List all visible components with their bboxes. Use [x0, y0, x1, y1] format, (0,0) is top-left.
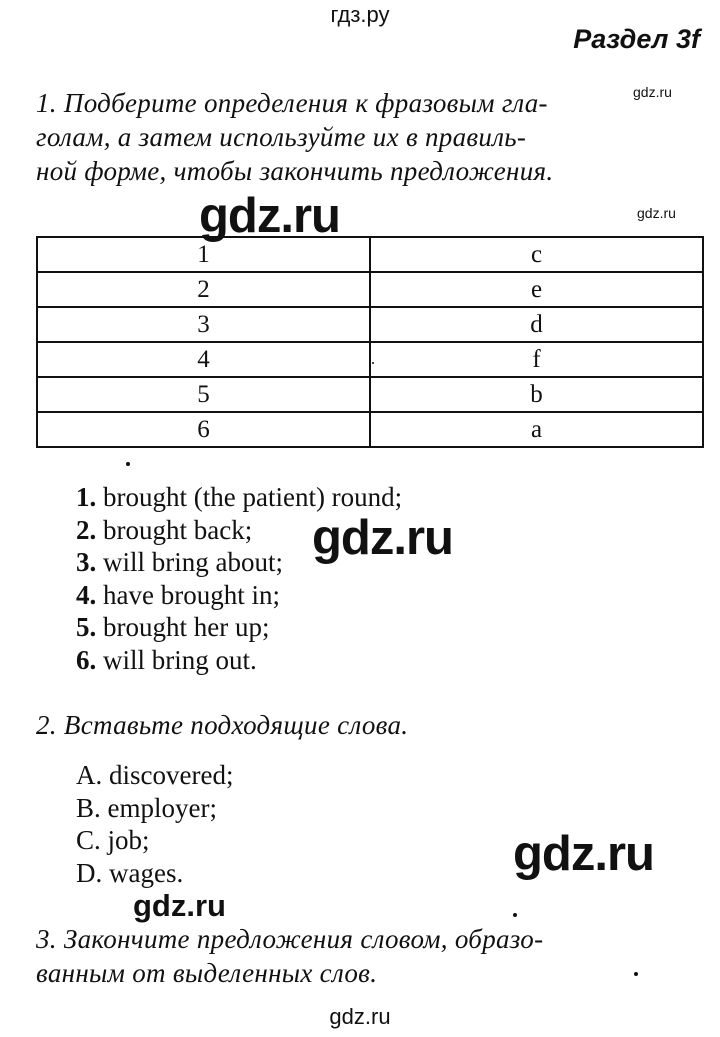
table-cell-letter: f [370, 342, 703, 377]
task-2-answers [76, 759, 233, 889]
watermark: gdz.ru [633, 84, 672, 100]
list-item: C. job; [76, 825, 150, 855]
scan-speck [634, 972, 638, 976]
table-cell-letter: d [370, 307, 703, 342]
list-item: 5. brought her up; [76, 612, 270, 642]
task-3-line: ванным от выделенных слов. [36, 958, 378, 988]
table-row [37, 342, 703, 377]
watermark: gdz.ru [637, 205, 676, 221]
table-cell-letter: e [370, 272, 703, 307]
watermark: gdz.ru [329, 1004, 391, 1029]
site-header: гдз.ру [330, 2, 390, 27]
list-item: 2. brought back; [76, 514, 253, 545]
table-row [37, 377, 703, 412]
list-item: 6. will bring out. [76, 644, 257, 675]
task-3-line: 3. Закончите предложения словом, образо- [36, 924, 544, 954]
table-cell-number: 2 [37, 272, 370, 307]
table-cell-number: 4 [37, 342, 370, 377]
table-cell-number: 1 [37, 237, 370, 272]
list-item: A. discovered; [76, 760, 234, 790]
table-cell-letter: c [370, 237, 703, 272]
list-item: B. employer; [76, 792, 217, 823]
task-1-line: ной форме, чтобы закончить предложения. [36, 156, 554, 186]
section-title: Раздел 3f [573, 24, 700, 54]
table-cell-letter: a [370, 412, 703, 447]
table-cell-number: 6 [37, 412, 370, 447]
table-row [37, 307, 703, 342]
matching-table [36, 236, 704, 448]
scan-speck [126, 462, 130, 466]
scan-speck [372, 362, 374, 364]
table-cell-number: 3 [37, 307, 370, 342]
list-item: 4. have brought in; [76, 579, 280, 610]
list-item: 3. will bring about; [76, 547, 283, 577]
table-row [37, 272, 703, 307]
watermark: gdz.ru [199, 189, 340, 243]
list-item: D. wages. [76, 857, 184, 888]
table-cell-letter: b [370, 377, 703, 412]
task-2-instructions: 2. Вставьте подходящие слова. [36, 710, 409, 740]
task-1-line: 1. Подберите определения к фразовым гла- [36, 88, 548, 118]
watermark: gdz.ru [133, 888, 226, 923]
scan-speck [513, 913, 517, 917]
watermark: gdz.ru [312, 511, 453, 565]
task-3-instructions [36, 922, 543, 990]
table-cell-number: 5 [37, 377, 370, 412]
task-1-instructions [36, 86, 553, 188]
list-item: 1. brought (the patient) round; [76, 482, 403, 512]
watermark: gdz.ru [513, 827, 654, 881]
table-row [37, 412, 703, 447]
table-row [37, 237, 703, 272]
task-1-line: голам, а затем используйте их в правиль- [36, 122, 527, 152]
